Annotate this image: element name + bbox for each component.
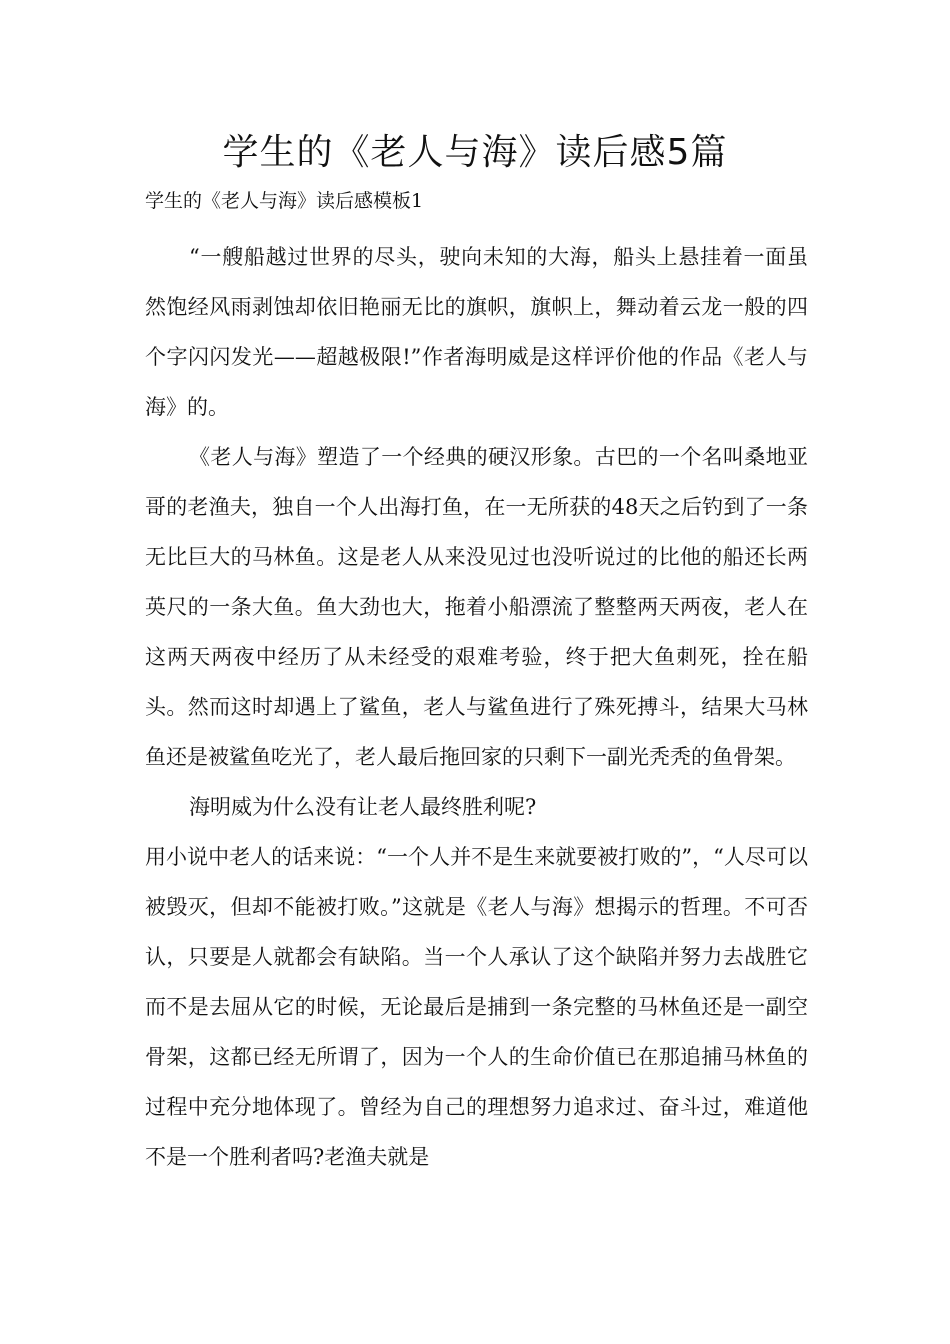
document-title: 学生的《老人与海》读后感5篇 [222,132,728,173]
paragraph: “一艘船越过世界的尽头，驶向未知的大海，船头上悬挂着一面虽然饱经风雨剥蚀却依旧艳丽无比的旗帜，旗帜上，舞动着云龙一般的四个字闪闪发光——超越极限!”作者海明威是这样评价他的作品《老人与海》的。 [145,245,808,419]
paragraph: 海明威为什么没有让老人最终胜利呢? [189,795,537,819]
document-body [145,232,808,1182]
section-heading: 学生的《老人与海》读后感模板1 [145,190,424,212]
paragraph: 《老人与海》塑造了一个经典的硬汉形象。古巴的一个名叫桑地亚哥的老渔夫，独自一个人出海打鱼，在一无所获的48天之后钓到了一条无比巨大的马林鱼。这是老人从来没见过也没听说过的比他的船还长两英尺的一条大鱼。鱼大劲也大，拖着小船漂流了整整两天两夜，老人在这两天两夜中经历了从未经受的艰难考验，终于把大鱼刺死，拴在船头。然而这时却遇上了鲨鱼，老人与鲨鱼进行了殊死搏斗，结果大马林鱼还是被鲨鱼吃光了，老人最后拖回家的只剩下一副光秃秃的鱼骨架。 [145,445,808,769]
paragraph: 用小说中老人的话来说：“一个人并不是生来就要被打败的”，“人尽可以被毁灭，但却不能被打败。”这就是《老人与海》想揭示的哲理。不可否认，只要是人就都会有缺陷。当一个人承认了这个缺陷并努力去战胜它而不是去屈从它的时候，无论最后是捕到一条完整的马林鱼还是一副空骨架，这都已经无所谓了，因为一个人的生命价值已在那追捕马林鱼的过程中充分地体现了。曾经为自己的理想努力追求过、奋斗过，难道他不是一个胜利者吗?老渔夫就是 [145,845,808,1169]
